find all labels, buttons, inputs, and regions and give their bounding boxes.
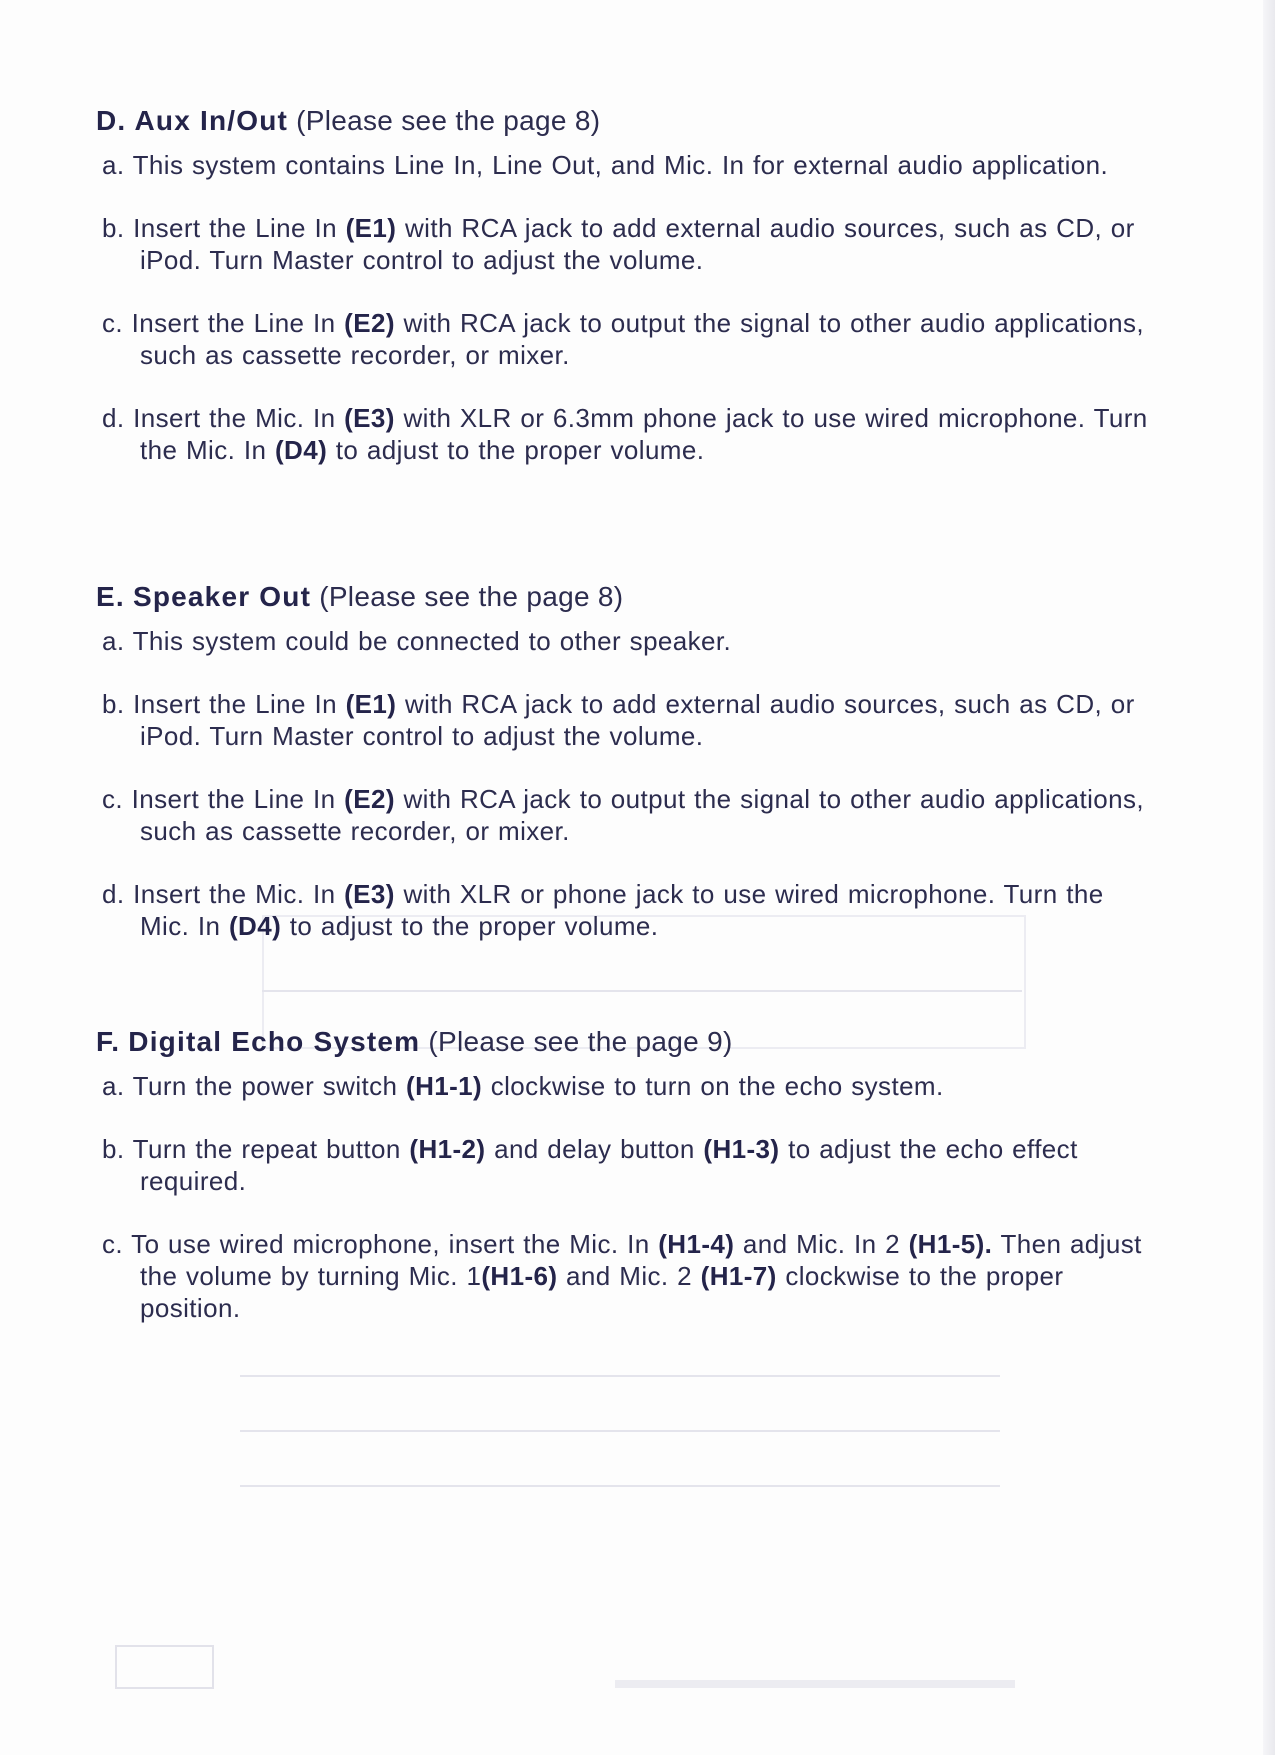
section-title: Speaker Out: [132, 581, 312, 612]
instruction-text: clockwise to turn on the echo system.: [482, 1071, 944, 1101]
section-digital-echo-system: [96, 1025, 1156, 1355]
component-reference: (H1-5).: [908, 1229, 993, 1259]
section-heading: [96, 104, 1156, 138]
section-speaker-out: [96, 580, 1156, 973]
page-reference: (Please see the page 9): [428, 1026, 733, 1057]
component-reference: (E3): [344, 403, 395, 433]
section-aux-in-out: [96, 104, 1156, 497]
component-reference: (H1-3): [703, 1134, 780, 1164]
instruction-text: a. This system could be connected to other speaker.: [102, 626, 732, 656]
component-reference: (H1-2): [409, 1134, 486, 1164]
component-reference: (E1): [345, 689, 397, 719]
instruction-text: clockwise to the proper position.: [140, 1261, 1064, 1323]
section-letter: D.: [96, 105, 127, 136]
instruction-text: d. Insert the Mic. In: [102, 403, 345, 433]
instruction-text: d. Insert the Mic. In: [102, 879, 345, 909]
component-reference: (E1): [345, 213, 397, 243]
instruction-item: [102, 878, 1156, 942]
instruction-text: b. Insert the Line In: [102, 689, 346, 719]
instruction-text: b. Turn the repeat button: [102, 1134, 410, 1164]
bleed-through-rule: [240, 1430, 1000, 1432]
instruction-text: c. To use wired microphone, insert the Mic. In: [102, 1229, 659, 1259]
section-letter: E.: [96, 581, 125, 612]
instruction-text: to adjust to the proper volume.: [281, 911, 659, 941]
instruction-text: with RCA jack to add external audio sources, such as CD, or iPod. Turn Master control to adjust the volume.: [140, 213, 1135, 275]
page-reference: (Please see the page 8): [296, 105, 601, 136]
instruction-text: to adjust to the proper volume.: [327, 435, 705, 465]
component-reference: (E2): [344, 784, 395, 814]
instruction-text: c. Insert the Line In: [102, 308, 345, 338]
bleed-through-logo: [115, 1645, 214, 1689]
instruction-text: c. Insert the Line In: [102, 784, 345, 814]
instruction-text: with XLR or 6.3mm phone jack to use wired microphone. Turn the Mic. In: [140, 403, 1148, 465]
section-letter: F.: [96, 1026, 121, 1057]
bleed-through-rule: [240, 1485, 1000, 1487]
bleed-through-rule: [240, 1375, 1000, 1377]
instruction-text: with XLR or phone jack to use wired microphone. Turn the Mic. In: [140, 879, 1104, 941]
instruction-item: [102, 1070, 1156, 1102]
instruction-text: b. Insert the Line In: [102, 213, 346, 243]
instruction-text: to adjust the echo effect required.: [140, 1134, 1078, 1196]
instruction-text: with RCA jack to add external audio sources, such as CD, or iPod. Turn Master control to adjust the volume.: [140, 689, 1135, 751]
instruction-text: Then adjust the volume by turning Mic. 1: [140, 1229, 1142, 1291]
component-reference: (D4): [274, 435, 328, 465]
component-reference: (E2): [344, 308, 395, 338]
component-reference: (H1-7): [700, 1261, 777, 1291]
instruction-text: and Mic. 2: [557, 1261, 701, 1291]
instruction-item: [102, 783, 1156, 847]
component-reference: (H1-4): [658, 1229, 735, 1259]
instruction-item: [102, 212, 1156, 276]
instruction-text: a. Turn the power switch: [102, 1071, 407, 1101]
component-reference: (E3): [344, 879, 395, 909]
instruction-text: and Mic. In 2: [734, 1229, 909, 1259]
instruction-item: [102, 149, 1156, 181]
section-title: Digital Echo System: [128, 1026, 421, 1057]
instruction-item: [102, 307, 1156, 371]
component-reference: (H1-6): [481, 1261, 558, 1291]
component-reference: (D4): [229, 911, 282, 941]
section-title: Aux In/Out: [134, 105, 289, 136]
instruction-item: [102, 1133, 1156, 1197]
scan-edge-shadow: [1263, 0, 1275, 1755]
instruction-item: [102, 688, 1156, 752]
page-reference: (Please see the page 8): [319, 581, 624, 612]
instruction-item: [102, 1228, 1156, 1324]
instruction-text: and delay button: [485, 1134, 704, 1164]
component-reference: (H1-1): [406, 1071, 483, 1101]
instruction-text: a. This system contains Line In, Line Out, and Mic. In for external audio application.: [102, 150, 1109, 180]
section-heading: [96, 1025, 1156, 1059]
instruction-text: with RCA jack to output the signal to other audio applications, such as cassette recorder, or mixer.: [140, 308, 1145, 370]
section-heading: [96, 580, 1156, 614]
instruction-item: [102, 402, 1156, 466]
bleed-through-rule: [615, 1680, 1015, 1688]
instruction-item: [102, 625, 1156, 657]
bleed-through-rule: [262, 990, 1022, 992]
instruction-text: with RCA jack to output the signal to other audio applications, such as cassette recorder, or mixer.: [140, 784, 1145, 846]
